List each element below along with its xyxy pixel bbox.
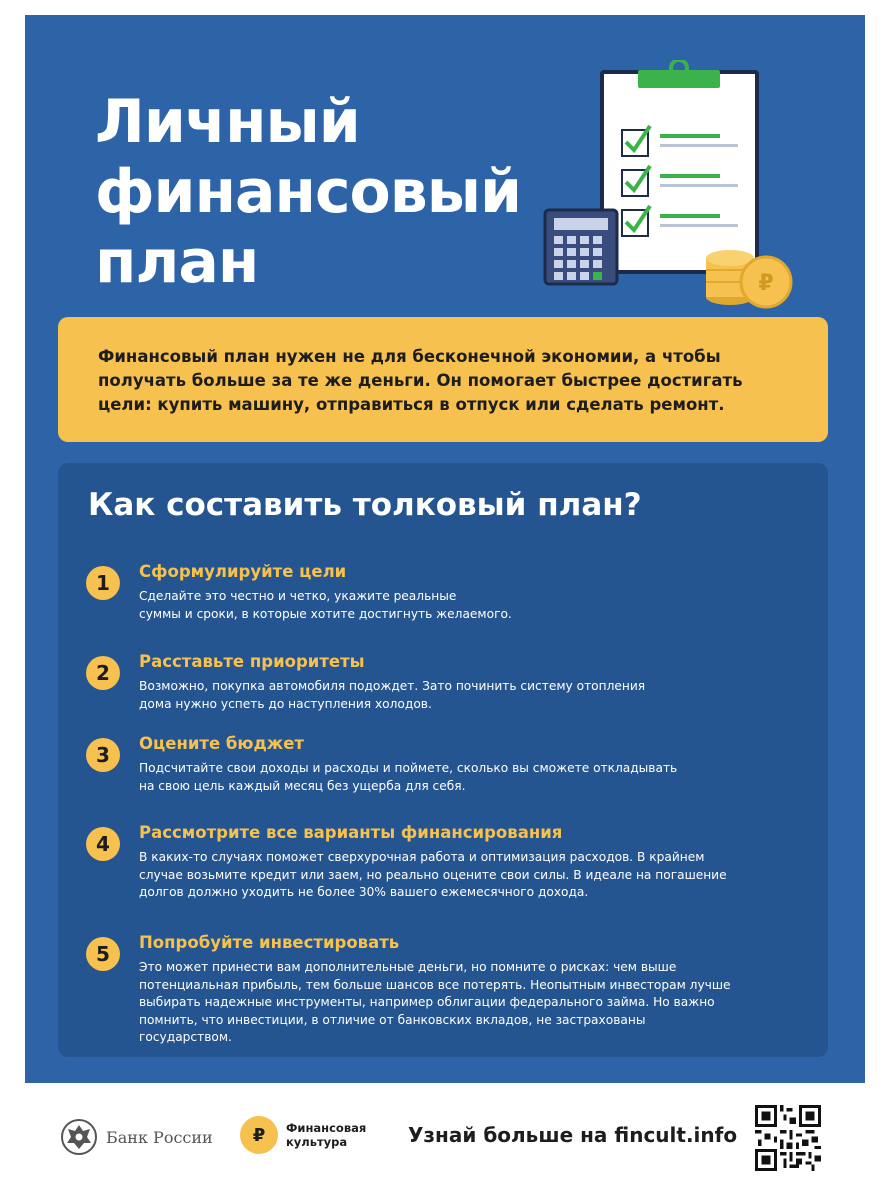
step-text: Возможно, покупка автомобиля подождет. Зато починить систему отопления дома нужно успеть до наступления холодов.: [139, 679, 646, 711]
step-heading: Расставьте приоритеты: [139, 652, 365, 671]
step-number-badge: 5: [86, 937, 120, 971]
poster: [25, 15, 865, 1185]
steps-title: Как составить толковый план?: [88, 487, 642, 523]
step-heading: Рассмотрите все варианты финансирования: [139, 823, 563, 842]
intro-box: [58, 317, 828, 442]
fincult-logo: [240, 1116, 366, 1154]
svg-text:₽: ₽: [758, 271, 774, 296]
main-panel: [25, 15, 865, 1083]
clipboard-checklist-icon: [602, 60, 757, 272]
step-text: В каких-то случаях поможет сверхурочная работа и оптимизация расходов. В крайнем случае возьмите кредит или заем, но реально оцените свои силы. В идеале на погашение долгов должно уходить не более 30% вашего ежемесячного дохода.: [139, 850, 727, 899]
ruble-coin-icon: [741, 257, 791, 307]
ruble-coin-icon: ₽: [240, 1116, 278, 1154]
title-line-1: Личный: [95, 87, 360, 157]
qr-code-icon: [755, 1105, 821, 1171]
step-number-badge: 3: [86, 738, 120, 772]
footer: [25, 1083, 865, 1185]
title-line-3: план: [95, 227, 259, 297]
bank-eagle-emblem-icon: [60, 1118, 98, 1156]
bank-name: Банк России: [106, 1127, 213, 1147]
step-heading: Сформулируйте цели: [139, 562, 347, 581]
step-heading: Попробуйте инвестировать: [139, 933, 400, 952]
step-heading: Оцените бюджет: [139, 734, 304, 753]
step-number-badge: 1: [86, 566, 120, 600]
bank-of-russia-logo: [60, 1118, 213, 1156]
step-text: Подсчитайте свои доходы и расходы и поймете, сколько вы сможете откладывать на свою цель каждый месяц без ущерба для себя.: [139, 761, 678, 793]
step-text: Это может принести вам дополнительные деньги, но помните о рисках: чем выше потенциальная прибыль, тем больше шансов все потерять. Неопытным инвесторам лучше выбирать надежные инструменты, например облигации федерального займа. Но важно помнить, что инвестиции, в отличие от банковских вкладов, не застрахованы государством.: [139, 960, 731, 1044]
learn-more-cta: Узнай больше на fincult.info: [408, 1123, 738, 1147]
title-line-2: финансовый: [95, 157, 522, 227]
intro-text: Финансовый план нужен не для бесконечной экономии, а чтобы получать больше за те же деньги. Он помогает быстрее достигать цели: купить машину, отправиться в отпуск или сделать ремонт.: [98, 347, 743, 414]
steps-section: [58, 463, 828, 1057]
page-title: [95, 87, 521, 297]
finance-illustration: [540, 60, 800, 310]
step-text: Сделайте это честно и четко, укажите реальные суммы и сроки, в которые хотите достигнуть желаемого.: [139, 589, 512, 621]
step-number-badge: 2: [86, 656, 120, 690]
step-number-badge: 4: [86, 827, 120, 861]
calculator-icon: [545, 210, 617, 284]
fincult-name: Финансовая культура: [286, 1121, 367, 1149]
